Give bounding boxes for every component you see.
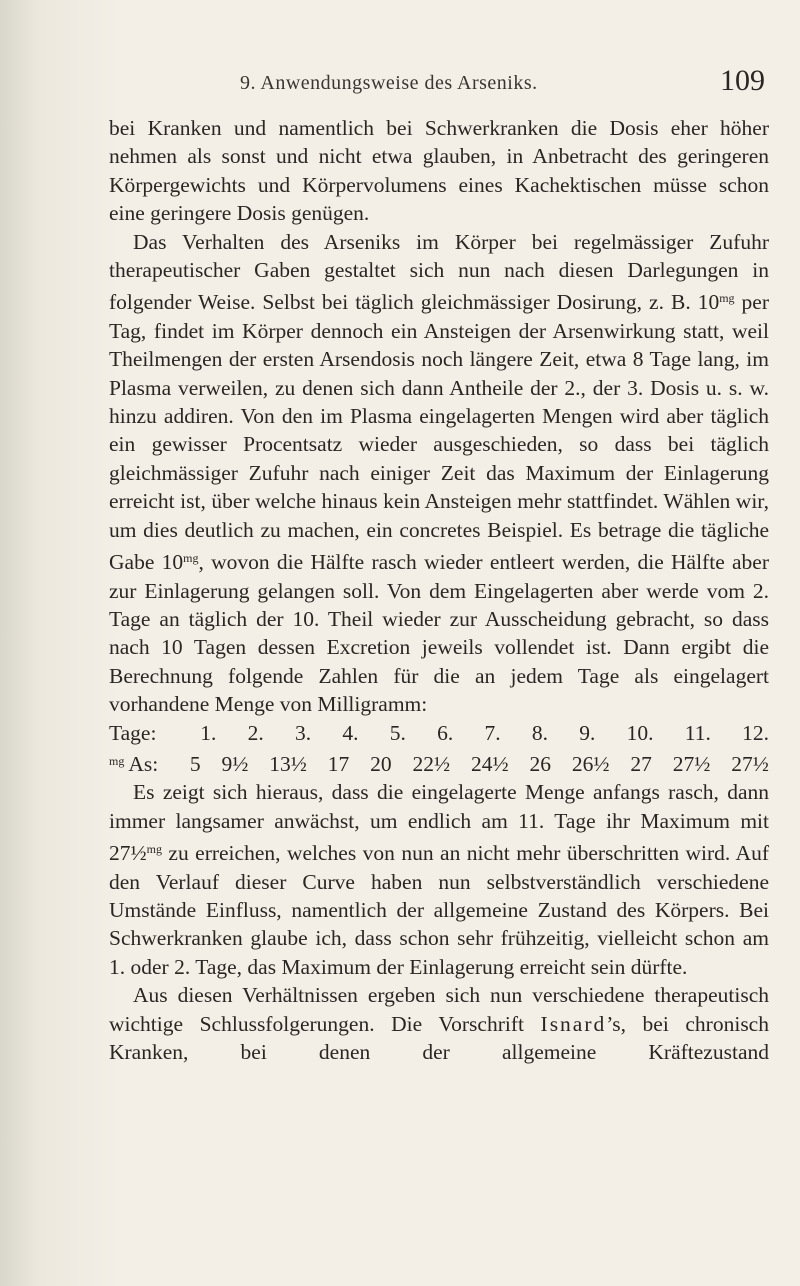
amount-cell: 22½ <box>412 751 451 776</box>
amount-cell: 27½ <box>672 751 711 776</box>
amount-cell: 5 <box>189 751 201 776</box>
unit-mg: mg <box>183 551 199 566</box>
day-cell: 4. <box>342 720 359 745</box>
day-cell: 9. <box>579 720 596 745</box>
amounts-row <box>109 747 769 778</box>
day-cell: 5. <box>389 720 406 745</box>
unit-mg: mg <box>146 842 162 857</box>
amount-cell: 17 <box>327 751 350 776</box>
amount-cell: 24½ <box>471 751 509 776</box>
day-cell: 8. <box>531 720 548 745</box>
paragraph-3 <box>109 778 769 981</box>
paragraph-1: bei Kranken und namentlich bei Schwerkranken die Dosis eher höher nehmen als sonst und nicht etwa glauben, in Anbetracht des geringeren Körpergewichts und Körpervolumens eines Kachektischen müsse schon eine geringere Dosis genügen. <box>109 116 769 226</box>
amount-cell: 9½ <box>221 751 249 776</box>
unit-mg: mg <box>719 291 735 306</box>
day-cell: 11. <box>684 720 711 745</box>
amounts-label-text: As: <box>128 751 159 776</box>
page-header <box>110 64 765 100</box>
days-label: Tage: <box>109 720 157 745</box>
paragraph-4-part-a: Aus diesen Verhältnissen ergeben sich nun verschiedene therapeutisch wichtige Schlussfolgerungen. Die Vorschrift <box>109 983 769 1036</box>
author-name: Isnard <box>540 1011 607 1036</box>
page-number: 109 <box>720 64 765 97</box>
amount-cell: 27½ <box>731 751 769 776</box>
paragraph-2 <box>109 228 769 719</box>
days-row <box>109 719 769 747</box>
amount-cell: 20 <box>370 751 392 776</box>
paragraph-4 <box>109 981 769 1066</box>
paragraph-2-part-c: , wovon die Hälfte rasch wieder entleert werden, die Hälfte aber zur Einlagerung gelangen soll. Von dem Eingelagerten aber werde vom 2. Tage an täglich der 10. Theil wieder zur Ausscheidung gebracht, so dass nach 10 Tagen dessen Excretion jeweils vollendet ist. Dann ergibt die Berechnung folgende Zahlen für die an jedem Tage als eingelagert vorhandene Menge von Milligramm: <box>109 550 769 717</box>
amount-cell: 26½ <box>571 751 610 776</box>
paragraph-4-part-b: ’s, bei chronisch Kranken, bei denen der allgemeine Kräftezustand <box>109 1011 769 1064</box>
amount-cell: 26 <box>529 751 551 776</box>
paragraph-3-part-a: Es zeigt sich hieraus, dass die eingelagerte Menge anfangs rasch, dann immer langsamer anwächst, um endlich am 11. Tage ihr Maximum mit 27½ <box>109 780 769 866</box>
day-cell: 3. <box>295 720 312 745</box>
amounts-unit: mg <box>109 753 125 768</box>
paragraph-2-part-a: Das Verhalten des Arseniks im Körper bei regelmässiger Zufuhr therapeutischer Gaben gestaltet sich nun nach diesen Darlegungen in folgender Weise. Selbst bei täglich gleichmässiger Dosirung, z. B. 10 <box>109 229 769 315</box>
paragraph-3-part-b: zu erreichen, welches von nun an nicht mehr überschritten wird. Auf den Verlauf dieser Curve haben nun selbstverständlich verschiedene Umstände Einfluss, namentlich der allgemeine Zustand des Körpers. Bei Schwerkranken glaube ich, dass schon sehr frühzeitig, vielleicht schon am 1. oder 2. Tage, das Maximum der Einlagerung erreicht sein dürfte. <box>109 841 769 979</box>
body-text <box>109 114 769 1066</box>
paragraph-2-part-b: per Tag, findet im Körper dennoch ein Ansteigen der Arsenwirkung statt, weil Theilmengen der ersten Arsendosis noch längere Zeit, etwa 8 Tage lang, im Plasma verweilen, zu denen sich dann Antheile der 2., der 3. Dosis u. s. w. hinzu addiren. Von den im Plasma eingelagerten Mengen wird aber täglich ein gewisser Procentsatz wieder ausgeschieden, so dass bei täglich gleichmässiger Zufuhr nach einiger Zeit das Maximum der Einlagerung erreicht ist, über welche hinaus kein Ansteigen mehr stattfindet. Wählen wir, um dies deutlich zu machen, ein concretes Beispiel. Es betrage die tägliche Gabe 10 <box>109 290 769 575</box>
running-title: 9. Anwendungsweise des Arseniks. <box>240 72 538 94</box>
day-cell: 10. <box>626 720 654 745</box>
day-cell: 7. <box>484 720 501 745</box>
day-cell: 2. <box>247 720 264 745</box>
amount-cell: 27 <box>630 751 652 776</box>
amounts-label <box>109 747 169 778</box>
day-cell: 1. <box>200 720 217 745</box>
day-cell: 6. <box>437 720 454 745</box>
day-cell: 12. <box>742 720 769 745</box>
amount-cell: 13½ <box>269 751 307 776</box>
